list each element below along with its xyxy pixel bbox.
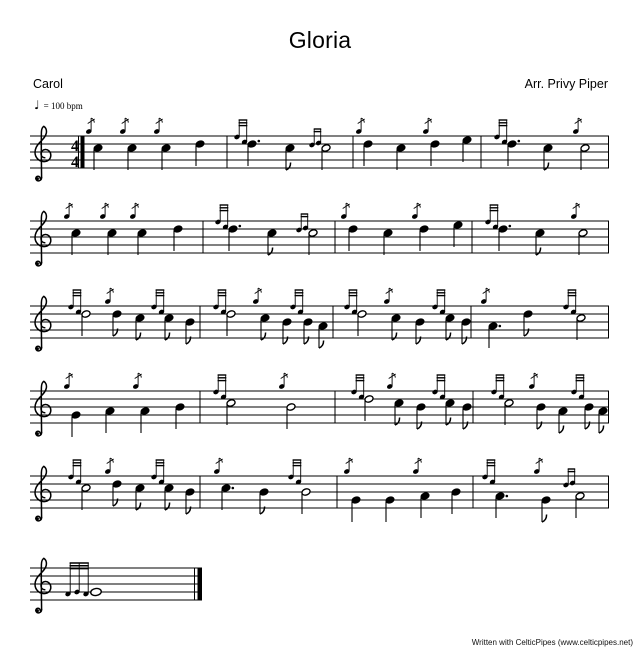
quarter-note-icon: ♩ [34, 98, 40, 112]
note [318, 322, 328, 348]
eighth-flag [165, 333, 170, 341]
staff-system-4 [30, 373, 609, 437]
clef-dot [36, 609, 39, 612]
note [494, 120, 520, 166]
augmentation-dot [232, 487, 235, 490]
note [279, 373, 296, 429]
note [135, 484, 145, 510]
note [423, 118, 440, 166]
note [462, 136, 472, 162]
note [185, 318, 195, 344]
note [396, 144, 406, 170]
eighth-flag [544, 163, 549, 171]
note [68, 290, 91, 336]
note [385, 496, 395, 522]
note [290, 290, 313, 344]
note [213, 290, 236, 336]
arranger-label: Arr. Privy Piper [524, 77, 608, 91]
note [185, 488, 195, 514]
footer-credit: Written with CelticPipes (www.celticpipes.net) [471, 638, 633, 647]
note [451, 488, 461, 514]
note [598, 407, 608, 433]
note [491, 375, 514, 425]
note [485, 205, 511, 251]
whole-notehead [90, 588, 101, 596]
augmentation-dot [509, 225, 512, 228]
eighth-flag [392, 333, 397, 341]
tempo-text: = 100 bpm [43, 101, 83, 111]
note [341, 203, 358, 251]
augmentation-dot [239, 225, 242, 228]
note [432, 375, 455, 425]
eighth-flag [286, 163, 291, 171]
note [351, 375, 374, 421]
note [534, 458, 551, 522]
note [535, 229, 545, 255]
clef-dot [36, 177, 39, 180]
staff-system-1 [30, 118, 609, 181]
eighth-flag [136, 333, 141, 341]
note [105, 407, 115, 433]
note [344, 458, 361, 522]
clef-dot [36, 347, 39, 350]
note [453, 221, 463, 247]
treble-clef-icon [35, 296, 51, 350]
note [558, 407, 568, 433]
staff-system-5 [30, 458, 609, 522]
treble-clef-icon [35, 558, 51, 612]
eighth-flag [319, 341, 324, 349]
note [105, 288, 122, 336]
augmentation-dot [499, 325, 502, 328]
treble-clef-icon [35, 466, 51, 520]
note [213, 375, 236, 425]
eighth-flag [136, 503, 141, 511]
note [571, 375, 594, 429]
eighth-flag [395, 418, 400, 426]
eighth-flag [165, 503, 170, 511]
note [523, 310, 533, 336]
clef-dot [36, 432, 39, 435]
note [529, 373, 546, 429]
note [296, 214, 318, 255]
note [282, 318, 292, 344]
note [133, 373, 150, 433]
eighth-flag [446, 418, 451, 426]
note [135, 314, 145, 340]
augmentation-dot [258, 140, 261, 143]
treble-clef-icon [35, 126, 51, 180]
note [462, 403, 472, 429]
note [416, 403, 426, 429]
note [461, 318, 471, 344]
note [151, 460, 174, 510]
note [173, 225, 183, 251]
note [234, 120, 260, 166]
note [68, 460, 91, 510]
note [267, 229, 277, 255]
note [383, 229, 393, 255]
staff-system-2 [30, 203, 609, 266]
augmentation-dot [518, 140, 521, 143]
note [309, 129, 331, 170]
genre-label: Carol [33, 77, 63, 91]
note [413, 458, 430, 518]
clef-dot [36, 262, 39, 265]
time-signature: 4 [71, 154, 79, 171]
piece-title: Gloria [288, 27, 352, 53]
eighth-flag [599, 426, 604, 434]
note [215, 205, 241, 251]
note [356, 118, 373, 166]
note [64, 373, 81, 437]
eighth-flag [536, 248, 541, 256]
note [195, 140, 205, 166]
eighth-flag [268, 248, 273, 256]
note [175, 403, 185, 429]
note [259, 488, 269, 514]
note [412, 203, 429, 251]
treble-clef-icon [35, 381, 51, 435]
eighth-flag [542, 515, 547, 523]
treble-clef-icon [35, 211, 51, 265]
augmentation-dot [506, 495, 509, 498]
note [432, 290, 455, 340]
staff-system-3 [30, 288, 609, 351]
note [344, 290, 367, 336]
note [288, 460, 311, 514]
note [563, 290, 586, 340]
final-barline-thick [198, 568, 203, 600]
note [482, 460, 508, 518]
staff-system-6 [30, 558, 202, 612]
note [543, 144, 553, 170]
note [415, 318, 425, 344]
clef-dot [36, 517, 39, 520]
time-signature: 4 [71, 138, 79, 155]
start-barline-heavy [81, 136, 85, 168]
note [105, 458, 122, 506]
eighth-flag [446, 333, 451, 341]
note [285, 144, 295, 170]
note [151, 290, 174, 340]
eighth-flag [559, 426, 564, 434]
eighth-flag [261, 333, 266, 341]
note [481, 288, 501, 348]
